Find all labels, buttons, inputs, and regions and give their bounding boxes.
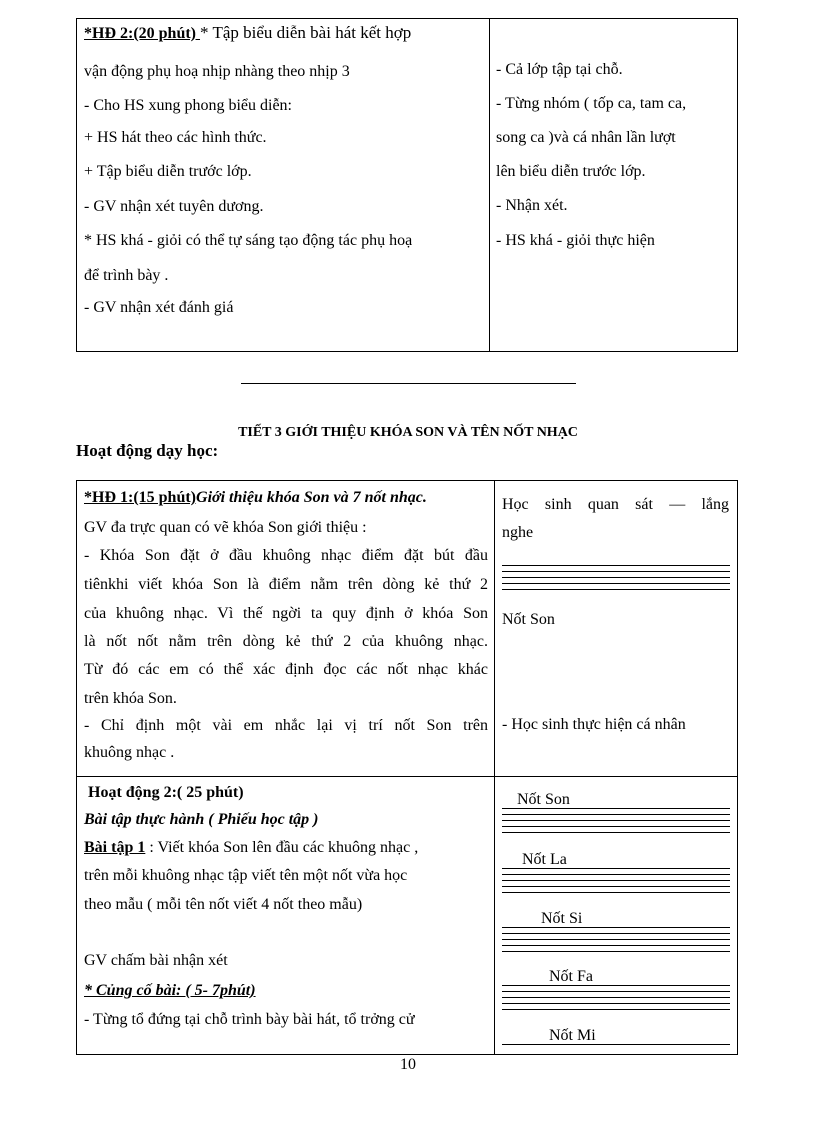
staff-si — [502, 927, 730, 957]
t1-left-line4: + HS hát theo các hình thức. — [84, 129, 267, 146]
section-separator — [241, 383, 576, 384]
t2-left-line8: trên khóa Son. — [84, 690, 177, 707]
t1-right-line4: lên biểu diễn trước lớp. — [496, 163, 646, 180]
note-label-son: Nốt Son — [517, 791, 570, 808]
t2-left-line2: GV đa trực quan có vẽ khóa Son giới thiệu : — [84, 519, 367, 536]
t1-right-line2: - Từng nhóm ( tốp ca, tam ca, — [496, 95, 687, 112]
staff-mi — [502, 1044, 730, 1050]
t1-right-line1: - Cả lớp tập tại chỗ. — [496, 61, 623, 78]
t1-left-line2: vận động phụ hoạ nhịp nhàng theo nhịp 3 — [84, 63, 350, 80]
hd2-label: *HĐ 2:(20 phút) — [84, 25, 201, 42]
page-number: 10 — [400, 1056, 416, 1073]
section-subtitle: Hoạt động dạy học: — [76, 441, 219, 460]
t2-right-line2: nghe — [502, 524, 534, 541]
hd2-heading — [84, 23, 484, 44]
note-label-mi: Nốt Mi — [549, 1027, 596, 1044]
note-label-si: Nốt Si — [541, 910, 583, 927]
note-label-la: Nốt La — [522, 851, 567, 868]
t1-left-line6: - GV nhận xét tuyên dương. — [84, 198, 264, 215]
hd1-label: *HĐ 1:(15 phút) — [84, 489, 197, 506]
t2-row2-line4: GV chấm bài nhận xét — [84, 952, 228, 969]
hd1-heading — [84, 488, 427, 508]
consolidate-heading: * Củng cố bài: ( 5- 7phút) — [84, 982, 256, 999]
hd2-text: * Tập biểu diễn bài hát kết hợp — [200, 23, 412, 42]
t2-left-line3: - Khóa Son đặt ở đầu khuông nhạc điểm đặt bút đầu — [84, 547, 488, 564]
staff-son — [502, 808, 730, 838]
exercise-1-text: : Viết khóa Son lên đầu các khuông nhạc , — [145, 839, 419, 856]
table-2-divider — [494, 480, 495, 1055]
t1-left-line9: - GV nhận xét đánh giá — [84, 299, 234, 316]
hd1-text: Giới thiệu khóa Son và 7 nốt nhạc. — [196, 489, 427, 506]
staff-row1 — [502, 565, 730, 595]
note-son-label: Nốt Son — [502, 611, 555, 628]
t2-row2-line2: trên mỗi khuông nhạc tập viết tên một nốt vừa học — [84, 867, 408, 884]
t2-left-line9: - Chỉ định một vài em nhắc lại vị trí nốt Son trên — [84, 717, 488, 734]
staff-fa — [502, 985, 730, 1015]
t1-right-line5: - Nhận xét. — [496, 197, 568, 214]
t1-left-line7: * HS khá - giỏi có thể tự sáng tạo động tác phụ hoạ — [84, 232, 413, 249]
t1-left-line5: + Tập biểu diễn trước lớp. — [84, 163, 252, 180]
exercise-1 — [84, 838, 418, 858]
t1-right-line6: - HS khá - giỏi thực hiện — [496, 232, 655, 249]
hd2b-title: Hoạt động 2:( 25 phút) — [88, 784, 244, 801]
section-title: TIẾT 3 GIỚI THIỆU KHÓA SON VÀ TÊN NỐT NHẠC — [238, 425, 578, 440]
hd2b-subtitle: Bài tập thực hành ( Phiếu học tập ) — [84, 811, 319, 828]
exercise-1-label: Bài tập 1 — [84, 839, 146, 856]
t2-right-line3: - Học sinh thực hiện cá nhân — [502, 716, 686, 733]
t1-right-line3: song ca )và cá nhân lần lượt — [496, 129, 676, 146]
t2-left-line5: của khuông nhạc. Vì thế ngời ta quy định ở khóa Son — [84, 605, 488, 622]
note-label-fa: Nốt Fa — [549, 968, 593, 985]
t1-left-line3: - Cho HS xung phong biểu diễn: — [84, 97, 292, 114]
staff-la — [502, 868, 730, 898]
t2-left-line4: tiênkhi viết khóa Son là điểm nằm trên dòng kẻ thứ 2 — [84, 576, 488, 593]
t2-row2-line3: theo mẫu ( mỗi tên nốt viết 4 nốt theo mẫu) — [84, 896, 363, 913]
t2-row2-line5: - Từng tổ đứng tại chỗ trình bày bài hát, tổ trởng cử — [84, 1011, 415, 1028]
t2-left-line6: là nốt nốt nằm trên dòng kẻ thứ 2 của khuông nhạc. — [84, 633, 488, 650]
t1-left-line8: để trình bày . — [84, 267, 169, 284]
t2-right-line1: Học sinh quan sát — lắng — [502, 496, 729, 513]
table-2-row-divider — [76, 776, 738, 777]
table-1-divider — [489, 18, 490, 352]
t2-left-line7: Từ đó các em có thể xác định đọc các nốt nhạc khác — [84, 661, 488, 678]
t2-left-line10: khuông nhạc . — [84, 744, 175, 761]
